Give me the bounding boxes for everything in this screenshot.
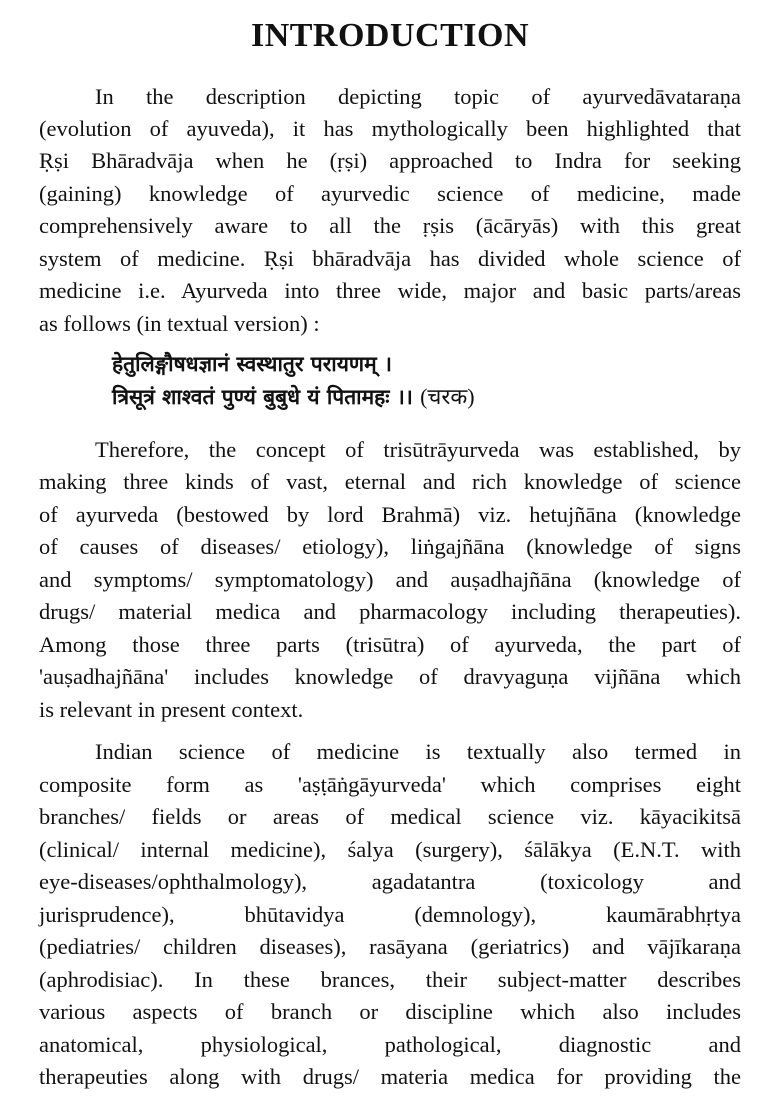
paragraph-3-line: (pediatries/ children diseases), rasāyana (geriatrics) and vājīkaraṇa	[39, 934, 741, 959]
paragraph-3-line: anatomical, physiological, pathological, diagnostic and	[39, 1032, 741, 1057]
paragraph-2-line: making three kinds of vast, eternal and rich knowledge of science	[39, 469, 741, 494]
paragraph-1-line: medicine i.e. Ayurveda into three wide, major and basic parts/areas	[39, 278, 741, 303]
paragraph-3-line: Indian science of medicine is textually also termed in	[95, 739, 741, 764]
paragraph-2-line: of ayurveda (bestowed by lord Brahmā) viz. hetujñāna (knowledge	[39, 502, 741, 527]
paragraph-2-line: of causes of diseases/ etiology), liṅgajñāna (knowledge of signs	[39, 534, 741, 559]
paragraph-2-line: and symptoms/ symptomatology) and auṣadhajñāna (knowledge of	[39, 567, 741, 592]
paragraph-2-line: Among those three parts (trisūtra) of ayurveda, the part of	[39, 632, 741, 657]
paragraph-3-line: (aphrodisiac). In these brances, their subject-matter describes	[39, 967, 741, 992]
verse-line-2	[112, 382, 475, 412]
paragraph-3-line: composite form as 'aṣṭāṅgāyurveda' which comprises eight	[39, 772, 741, 797]
verse-line-2-text: त्रिसूत्रं शाश्वतं पुण्यं बुबुधे यं पितामहः ।।	[112, 385, 413, 409]
paragraph-1-line: Ṛṣi Bhāradvāja when he (ṛṣi) approached to Indra for seeking	[39, 148, 741, 173]
page-title: INTRODUCTION	[250, 17, 530, 54]
paragraph-3-line: branches/ fields or areas of medical science viz. kāyacikitsā	[39, 804, 741, 829]
paragraph-1-line: (gaining) knowledge of ayurvedic science of medicine, made	[39, 181, 741, 206]
paragraph-1-line: (evolution of ayuveda), it has mythologically been highlighted that	[39, 116, 741, 141]
verse-source: (चरक)	[420, 384, 475, 409]
paragraph-3-line: various aspects of branch or discipline which also includes	[39, 999, 741, 1024]
verse-line-1: हेतुलिङ्गौषधज्ञानं स्वस्थातुर परायणम् ।	[112, 352, 392, 376]
paragraph-3-line: eye-diseases/ophthalmology), agadatantra (toxicology and	[39, 869, 741, 894]
paragraph-2-line: is relevant in present context.	[39, 697, 304, 722]
paragraph-1-line: comprehensively aware to all the ṛṣis (ācāryās) with this great	[39, 213, 741, 238]
paragraph-1-line: In the description depicting topic of ayurvedāvataraṇa	[95, 84, 741, 109]
paragraph-2-line: drugs/ material medica and pharmacology including therapeuties).	[39, 599, 741, 624]
paragraph-3-line: (clinical/ internal medicine), śalya (surgery), śālākya (E.N.T. with	[39, 837, 741, 862]
paragraph-2-line: Therefore, the concept of trisūtrāyurveda was established, by	[95, 437, 741, 462]
paragraph-3-line: therapeuties along with drugs/ materia medica for providing the	[39, 1064, 741, 1089]
paragraph-1-line: as follows (in textual version) :	[39, 311, 320, 336]
paragraph-2-line: 'auṣadhajñāna' includes knowledge of dravyaguṇa vijñāna which	[39, 664, 741, 689]
paragraph-1-line: system of medicine. Ṛṣi bhāradvāja has divided whole science of	[39, 246, 741, 271]
paragraph-3-line: jurisprudence), bhūtavidya (demnology), kaumārabhṛtya	[39, 902, 741, 927]
